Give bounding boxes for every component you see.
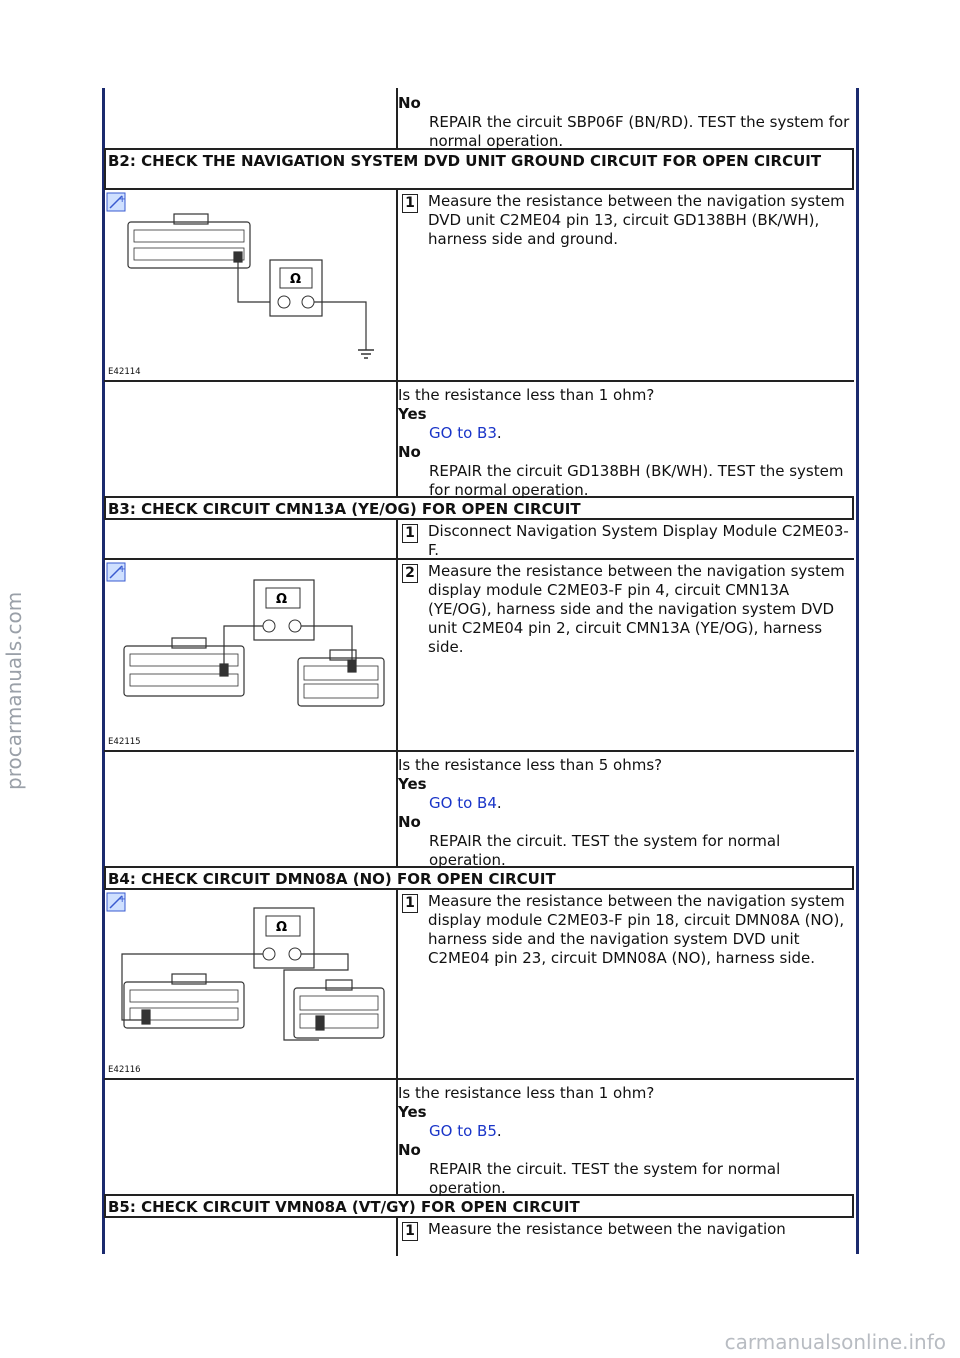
step-number: 1 — [402, 194, 418, 213]
yes-label: Yes — [398, 1103, 427, 1121]
b3-step2-row — [104, 560, 854, 752]
b2-result-row: Is the resistance less than 1 ohm? Yes GO to B3. No REPAIR the circuit GD138BH (BK/WH). TEST the system for normal operation. — [104, 382, 854, 498]
step-header-b3: B3: CHECK CIRCUIT CMN13A (YE/OG) FOR OPEN CIRCUIT — [104, 498, 854, 520]
b2-step-row — [104, 190, 854, 382]
ohmmeter-icon — [254, 908, 314, 968]
yes-label: Yes — [398, 405, 427, 423]
no-label: No — [398, 94, 421, 112]
step-text: Disconnect Navigation System Display Module C2ME03-F. — [428, 522, 849, 559]
svg-text:+: + — [118, 194, 127, 205]
no-text: REPAIR the circuit. TEST the system for normal operation. — [429, 1160, 781, 1197]
figure-id: E42114 — [108, 367, 141, 377]
svg-text:Ω: Ω — [290, 272, 302, 287]
connector-icon — [124, 974, 384, 1038]
no-label: No — [398, 813, 421, 831]
step-header-b4: B4: CHECK CIRCUIT DMN08A (NO) FOR OPEN CIRCUIT — [104, 868, 854, 890]
step-text: Measure the resistance between the navigation system display module C2ME03-F pin 4, circuit CMN13A (YE/OG), harness side and the navigation system DVD unit C2ME04 pin 2, circuit CMN13A (YE/OG), harness side. — [428, 562, 845, 656]
b4-result-row: Is the resistance less than 1 ohm? Yes GO to B5. No REPAIR the circuit. TEST the system for normal operation. — [104, 1080, 854, 1196]
go-to-b3-link[interactable]: GO to B3 — [429, 424, 497, 442]
step-text: Measure the resistance between the navigation system DVD unit C2ME04 pin 13, circuit GD138BH (BK/WH), harness side and ground. — [428, 192, 845, 248]
connector-icon — [128, 214, 250, 268]
footer-watermark: carmanualsonline.info — [724, 1330, 946, 1354]
b3-result-row: Is the resistance less than 5 ohms? Yes GO to B4. No REPAIR the circuit. TEST the system for normal operation. — [104, 752, 854, 868]
figure-e42116 — [104, 890, 398, 1078]
step-number: 1 — [402, 1222, 418, 1241]
wiring-diagram-b4 — [104, 890, 396, 1078]
step-header-b2: B2: CHECK THE NAVIGATION SYSTEM DVD UNIT GROUND CIRCUIT FOR OPEN CIRCUIT — [104, 150, 854, 190]
prev-step-row — [104, 88, 854, 150]
step-text: Measure the resistance between the navigation system display module C2ME03-F pin 18, circuit DMN08A (NO), harness side and the navigation system DVD unit C2ME04 pin 23, circuit DMN08A (NO), harness side. — [428, 892, 845, 967]
figure-e42115 — [104, 560, 398, 750]
ohmmeter-icon — [254, 580, 314, 640]
step-number: 1 — [402, 894, 418, 913]
procedure-table — [104, 88, 854, 1256]
no-label: No — [398, 1141, 421, 1159]
go-to-b5-link[interactable]: GO to B5 — [429, 1122, 497, 1140]
no-text: REPAIR the circuit GD138BH (BK/WH). TEST the system for normal operation. — [429, 462, 844, 499]
b5-step-row — [104, 1218, 854, 1256]
ohmmeter-icon — [270, 260, 322, 316]
b3-step1-row — [104, 520, 854, 560]
zoom-icon — [107, 893, 126, 911]
no-text: REPAIR the circuit SBP06F (BN/RD). TEST the system for normal operation. — [429, 113, 850, 150]
go-to-b4-link[interactable]: GO to B4 — [429, 794, 497, 812]
no-text: REPAIR the circuit. TEST the system for normal operation. — [429, 832, 781, 869]
question: Is the resistance less than 1 ohm? — [398, 386, 655, 404]
step-header-b5: B5: CHECK CIRCUIT VMN08A (VT/GY) FOR OPEN CIRCUIT — [104, 1196, 854, 1218]
zoom-icon — [107, 563, 126, 581]
svg-text:Ω: Ω — [276, 920, 288, 935]
figure-id: E42115 — [108, 737, 141, 747]
question: Is the resistance less than 5 ohms? — [398, 756, 663, 774]
figure-e42114 — [104, 190, 398, 380]
b4-step-row — [104, 890, 854, 1080]
ground-icon — [358, 350, 374, 358]
wiring-diagram-b2 — [104, 190, 396, 380]
svg-text:+: + — [118, 564, 127, 575]
step-text: Measure the resistance between the navigation — [428, 1220, 786, 1238]
right-margin-bar — [856, 88, 859, 1254]
svg-text:Ω: Ω — [276, 592, 288, 607]
zoom-icon — [107, 193, 126, 211]
connector-icon — [124, 638, 384, 706]
no-label: No — [398, 443, 421, 461]
figure-id: E42116 — [108, 1065, 141, 1075]
side-watermark: procarmanuals.com — [2, 591, 26, 790]
svg-text:+: + — [118, 894, 127, 905]
yes-label: Yes — [398, 775, 427, 793]
step-number: 2 — [402, 564, 418, 583]
wiring-diagram-b3 — [104, 560, 396, 750]
question: Is the resistance less than 1 ohm? — [398, 1084, 655, 1102]
step-number: 1 — [402, 524, 418, 543]
